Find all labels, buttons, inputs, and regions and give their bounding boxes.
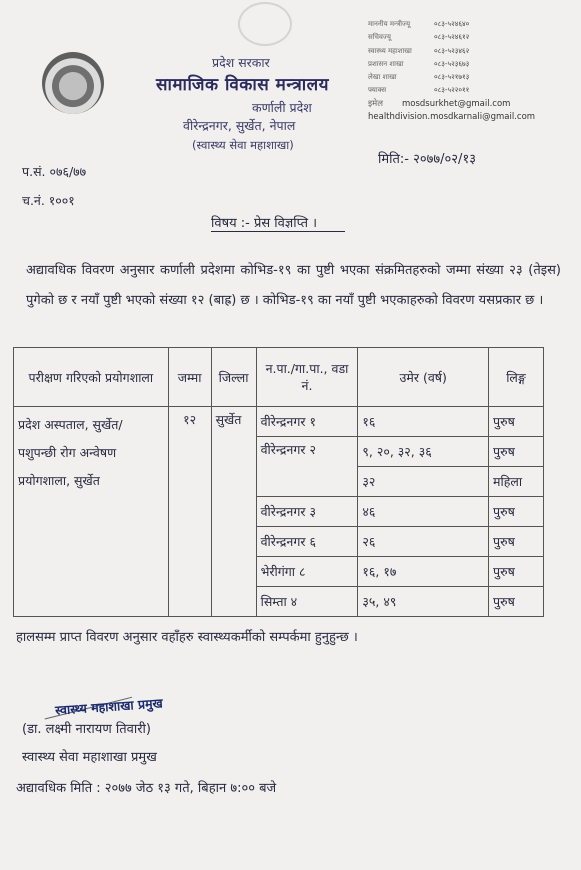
email-primary: mosdsurkhet@gmail.com	[402, 98, 511, 109]
press-release-paragraph: अद्यावधिक विवरण अनुसार कर्णाली प्रदेशमा कोभिड-१९ का पुष्टी भएका संक्रमितहरुको जम्मा संख्या २३ (तेइस) पुगेको छ र नयाँ पुष्टी भएको संख्या १२ (बाह्र) छ । कोभिड-१९ का नयाँ पुष्टी भएकाहरुको विवरण यसप्रकार छ ।	[26, 263, 561, 308]
header-division: (स्वास्थ्य सेवा महाशाखा)	[192, 138, 294, 152]
table-row-sex: पुरुष	[489, 437, 544, 467]
col-district: जिल्ला	[211, 348, 256, 407]
table-row-sex: पुरुष	[489, 497, 544, 527]
col-total: जम्मा	[168, 348, 211, 407]
cases-table	[13, 347, 544, 617]
government-emblem-logo	[42, 52, 104, 114]
table-row-age: २६	[358, 527, 489, 557]
header-address: वीरेन्द्रनगर, सुर्खेत, नेपाल	[183, 118, 296, 133]
table-row-age: ९, २०, ३२, ३६	[358, 437, 489, 467]
letter-date: मिति:- २०७७/०२/१३	[378, 152, 476, 167]
header-ministry: सामाजिक विकास मन्त्रालय	[156, 75, 330, 95]
table-row-ward: वीरेन्द्रनगर १	[256, 407, 358, 437]
table-row-ward: वीरेन्द्रनगर ६	[256, 527, 358, 557]
signatory-name: (डा. लक्ष्मी नारायण तिवारी)	[22, 722, 151, 737]
subject-line: विषय :- प्रेस विज्ञप्ति ।	[211, 216, 318, 231]
district-name: सुर्खेत	[211, 407, 256, 617]
table-row-ward: सिम्ता ४	[256, 587, 358, 617]
col-lab: परीक्षण गरिएको प्रयोगशाला	[14, 348, 169, 407]
table-row-sex: पुरुष	[489, 527, 544, 557]
table-row-age: १६, १७	[358, 557, 489, 587]
table-row-ward: वीरेन्द्रनगर ३	[256, 497, 358, 527]
table-row-sex: महिला	[489, 467, 544, 497]
col-age: उमेर (वर्ष)	[358, 348, 489, 407]
total-count: १२	[168, 407, 211, 617]
col-ward: न.पा./गा.पा., वडा नं.	[256, 348, 358, 407]
col-sex: लिङ्ग	[489, 348, 544, 407]
contact-list: माननीय मन्त्रीज्यू ०८३-५२४६४० सचिवज्यू ०८३-५२४६१२ स्वास्थ्य महाशाखा ०८३-५२३४६२ प्रशासन शाखा ०८३-५२३६७३ लेखा शाखा ०८३-५२१७१३ फ्याक्स ०८३-५२२०११ इमेल mosdsurkhet@gmail.com healthdivision.mosdkarnali@gmail.com	[368, 18, 535, 124]
table-row-age: ४६	[358, 497, 489, 527]
table-row-age: ३५, ४९	[358, 587, 489, 617]
table-row-sex: पुरुष	[489, 557, 544, 587]
top-seal-watermark	[238, 2, 292, 46]
lab-name: प्रदेश अस्पताल, सुर्खेत/ पशुपन्छी रोग अन्वेषण प्रयोगशाला, सुर्खेत	[14, 407, 169, 617]
table-row-sex: पुरुष	[489, 587, 544, 617]
ref-number-ps: प.सं. ०७६/७७	[22, 164, 87, 179]
subject-underline	[211, 231, 345, 232]
table-row-age: १६	[358, 407, 489, 437]
updated-date: अद्यावधिक मिति : २०७७ जेठ १३ गते, बिहान ७:०० बजे	[16, 781, 277, 796]
ref-number-cn: च.नं. १००१	[22, 193, 75, 208]
signatory-title: स्वास्थ्य सेवा महाशाखा प्रमुख	[22, 750, 157, 765]
header-province: कर्णाली प्रदेश	[252, 100, 312, 115]
table-row-ward: वीरेन्द्रनगर २	[256, 437, 358, 497]
table-row-ward: भेरीगंगा ८	[256, 557, 358, 587]
header-gov: प्रदेश सरकार	[212, 55, 270, 70]
footer-note: हालसम्म प्राप्त विवरण अनुसार वहाँहरु स्वास्थ्यकर्मीको सम्पर्कमा हुनुहुन्छ ।	[16, 630, 358, 645]
table-row-age: ३२	[358, 467, 489, 497]
table-row-sex: पुरुष	[489, 407, 544, 437]
email-secondary: healthdivision.mosdkarnali@gmail.com	[368, 112, 536, 123]
signature-stamp: स्वास्थ्य महाशाखा प्रमुख	[54, 695, 164, 718]
